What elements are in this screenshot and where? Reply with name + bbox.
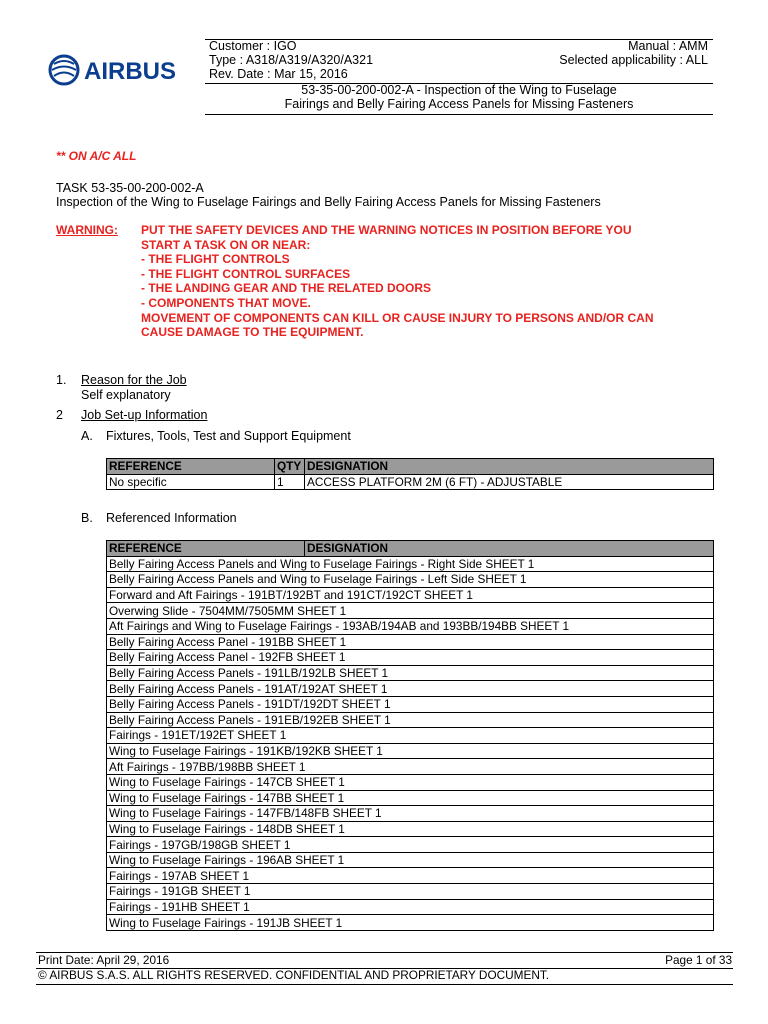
type-label: Type : A318/A319/A320/A321	[209, 53, 374, 67]
table-header-row	[107, 541, 714, 557]
tools-table	[106, 458, 714, 490]
table-row	[107, 712, 714, 728]
footer-bottom-rule	[36, 984, 733, 985]
table-row	[107, 759, 714, 775]
warning-label: WARNING:	[56, 223, 118, 237]
airbus-logo	[48, 52, 198, 88]
cell-reference-link[interactable]: Aft Fairings and Wing to Fuselage Fairings - 193AB/194AB and 193BB/194BB SHEET 1	[107, 618, 714, 634]
column-header-reference: REFERENCE	[107, 541, 305, 557]
task-title-line1: 53-35-00-200-002-A - Inspection of the Wing to Fuselage	[301, 83, 617, 97]
warning-line: - THE FLIGHT CONTROL SURFACES	[141, 266, 351, 281]
task-title: Inspection of the Wing to Fuselage Fairings and Belly Fairing Access Panels for Missing Fasteners	[56, 195, 601, 209]
cell-reference-link[interactable]: Fairings - 197AB SHEET 1	[107, 868, 714, 884]
cell-reference-link[interactable]: Wing to Fuselage Fairings - 147CB SHEET 1	[107, 774, 714, 790]
table-row	[107, 618, 714, 634]
table-row	[107, 806, 714, 822]
cell-reference-link[interactable]: Aft Fairings - 197BB/198BB SHEET 1	[107, 759, 714, 775]
warning-line: - COMPONENTS THAT MOVE.	[141, 295, 311, 310]
warning-line: - THE FLIGHT CONTROLS	[141, 252, 290, 267]
table-row	[107, 884, 714, 900]
section-2-title: Job Set-up Information	[81, 408, 208, 422]
cell-reference-link[interactable]: Belly Fairing Access Panels and Wing to Fuselage Fairings - Right Side SHEET 1	[107, 556, 714, 572]
subsection-b-title: Referenced Information	[106, 511, 237, 525]
cell-reference-link[interactable]: Belly Fairing Access Panels and Wing to Fuselage Fairings - Left Side SHEET 1	[107, 572, 714, 588]
cell-reference-link[interactable]: Wing to Fuselage Fairings - 147BB SHEET 1	[107, 790, 714, 806]
table-row	[107, 821, 714, 837]
column-header-qty: QTY	[275, 459, 305, 475]
column-header-designation: DESIGNATION	[305, 541, 714, 557]
cell-designation: ACCESS PLATFORM 2M (6 FT) - ADJUSTABLE	[305, 474, 714, 490]
cell-reference-link[interactable]: Fairings - 191ET/192ET SHEET 1	[107, 728, 714, 744]
cell-reference-link[interactable]: Wing to Fuselage Fairings - 196AB SHEET 1	[107, 852, 714, 868]
cell-reference-link[interactable]: Fairings - 197GB/198GB SHEET 1	[107, 837, 714, 853]
column-header-reference: REFERENCE	[107, 459, 275, 475]
airbus-globe-icon	[50, 56, 78, 84]
print-date: Print Date: April 29, 2016	[38, 953, 170, 967]
warning-line: MOVEMENT OF COMPONENTS CAN KILL OR CAUSE INJURY TO PERSONS AND/OR CAN	[141, 310, 654, 325]
table-row	[107, 603, 714, 619]
cell-reference: No specific	[107, 474, 275, 490]
cell-reference-link[interactable]: Belly Fairing Access Panel - 191BB SHEET 1	[107, 634, 714, 650]
table-row	[107, 634, 714, 650]
cell-reference-link[interactable]: Fairings - 191GB SHEET 1	[107, 884, 714, 900]
header-bottom-rule	[205, 114, 713, 115]
table-row	[107, 572, 714, 588]
column-header-designation: DESIGNATION	[305, 459, 714, 475]
airbus-wordmark: AIRBUS	[84, 58, 177, 85]
task-number: TASK 53-35-00-200-002-A	[56, 181, 204, 195]
table-header-row	[107, 459, 714, 475]
cell-reference-link[interactable]: Belly Fairing Access Panels - 191LB/192LB SHEET 1	[107, 665, 714, 681]
warning-line: PUT THE SAFETY DEVICES AND THE WARNING NOTICES IN POSITION BEFORE YOU	[141, 223, 632, 237]
section-1-title: Reason for the Job	[81, 373, 187, 387]
warning-line: START A TASK ON OR NEAR:	[141, 237, 311, 252]
table-row	[107, 899, 714, 915]
cell-reference-link[interactable]: Fairings - 191HB SHEET 1	[107, 899, 714, 915]
cell-reference-link[interactable]: Belly Fairing Access Panels - 191DT/192DT SHEET 1	[107, 696, 714, 712]
cell-reference-link[interactable]: Belly Fairing Access Panels - 191EB/192EB SHEET 1	[107, 712, 714, 728]
warning-line: - THE LANDING GEAR AND THE RELATED DOORS	[141, 281, 431, 296]
table-row	[107, 915, 714, 931]
subsection-b-letter: B.	[81, 511, 93, 525]
cell-reference-link[interactable]: Wing to Fuselage Fairings - 147FB/148FB SHEET 1	[107, 806, 714, 822]
table-row	[107, 852, 714, 868]
section-1-number: 1.	[56, 373, 67, 387]
applicability-note: ** ON A/C ALL	[56, 149, 137, 163]
table-row	[107, 696, 714, 712]
warning-line: CAUSE DAMAGE TO THE EQUIPMENT.	[141, 325, 364, 340]
subsection-a-title: Fixtures, Tools, Test and Support Equipment	[106, 429, 351, 443]
subsection-a-letter: A.	[81, 429, 93, 443]
cell-reference-link[interactable]: Wing to Fuselage Fairings - 191JB SHEET 1	[107, 915, 714, 931]
cell-reference-link[interactable]: Wing to Fuselage Fairings - 191KB/192KB SHEET 1	[107, 743, 714, 759]
table-row	[107, 837, 714, 853]
section-1-body: Self explanatory	[81, 388, 171, 402]
table-row	[107, 790, 714, 806]
cell-qty: 1	[275, 474, 305, 490]
customer-label: Customer : IGO	[209, 39, 297, 53]
page-number: Page 1 of 33	[665, 953, 732, 967]
table-row	[107, 556, 714, 572]
table-row	[107, 728, 714, 744]
table-row	[107, 868, 714, 884]
section-2-number: 2	[56, 408, 63, 422]
cell-reference-link[interactable]: Belly Fairing Access Panel - 192FB SHEET 1	[107, 650, 714, 666]
table-row	[107, 681, 714, 697]
table-row	[107, 587, 714, 603]
copyright-notice: © AIRBUS S.A.S. ALL RIGHTS RESERVED. CONFIDENTIAL AND PROPRIETARY DOCUMENT.	[38, 968, 550, 982]
applicability-label: Selected applicability : ALL	[559, 53, 708, 67]
table-row	[107, 774, 714, 790]
table-row	[107, 665, 714, 681]
cell-reference-link[interactable]: Overwing Slide - 7504MM/7505MM SHEET 1	[107, 603, 714, 619]
cell-reference-link[interactable]: Forward and Aft Fairings - 191BT/192BT and 191CT/192CT SHEET 1	[107, 587, 714, 603]
cell-reference-link[interactable]: Wing to Fuselage Fairings - 148DB SHEET 1	[107, 821, 714, 837]
warning-text	[141, 223, 653, 340]
table-row	[107, 743, 714, 759]
manual-label: Manual : AMM	[628, 39, 708, 53]
table-row	[107, 650, 714, 666]
table-row	[107, 474, 714, 490]
rev-date-label: Rev. Date : Mar 15, 2016	[209, 67, 348, 81]
referenced-info-table	[106, 540, 714, 931]
cell-reference-link[interactable]: Belly Fairing Access Panels - 191AT/192AT SHEET 1	[107, 681, 714, 697]
task-title-line2: Fairings and Belly Fairing Access Panels for Missing Fasteners	[284, 97, 634, 111]
